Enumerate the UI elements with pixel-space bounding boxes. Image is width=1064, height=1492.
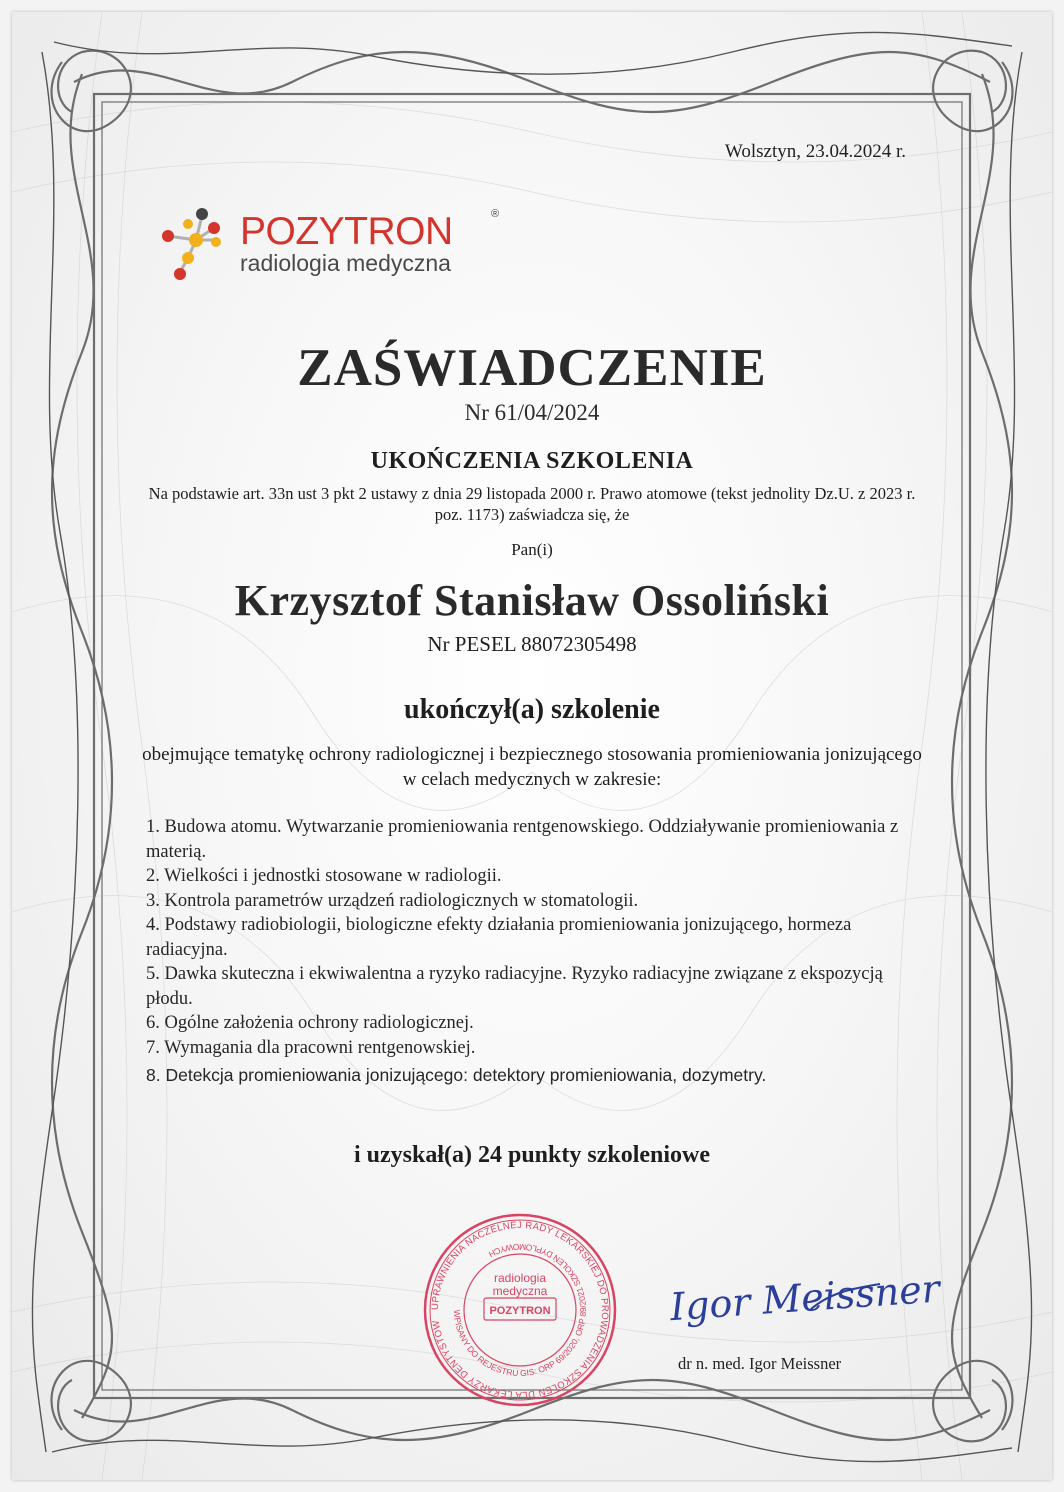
stamp-center-line2: medyczna <box>492 1284 548 1298</box>
topic-item: 4. Podstawy radiobiologii, biologiczne efekty działania promieniowania jonizującego, hormeza radiacyjna. <box>146 915 852 960</box>
completed-training: ukończył(a) szkolenie <box>404 694 660 725</box>
training-points: i uzyskał(a) 24 punkty szkoleniowe <box>353 1142 711 1168</box>
topic-item: 1. Budowa atomu. Wytwarzanie promieniowania rentgenowskiego. Oddziaływanie promieniowania z materią. <box>146 817 899 862</box>
certificate-title: ZAŚWIADCZENIE <box>297 339 767 397</box>
stamp-center-line1: radiologia <box>493 1271 547 1285</box>
topic-item: 3. Kontrola parametrów urządzeń radiologicznych w stomatologii. <box>146 890 639 911</box>
certificate-subtitle: UKOŃCZENIA SZKOLENIA <box>370 448 694 474</box>
official-stamp <box>420 1210 620 1410</box>
certificate-number: Nr 61/04/2024 <box>464 400 600 425</box>
pesel-number: Nr PESEL 88072305498 <box>427 632 637 656</box>
topic-item: 5. Dawka skuteczna i ekwiwalentna a ryzyko radiacyjne. Ryzyko radiacyjne związane z ekspozycją płodu. <box>146 964 883 1009</box>
handwritten-signature <box>660 1262 942 1332</box>
legal-basis: Na podstawie art. 33n ust 3 pkt 2 ustawy z dnia 29 listopada 2000 r. Prawo atomowe (tekst jednolity Dz.U. z 2023 r. poz. 1173) zaświadcza się, że <box>148 484 916 524</box>
topics-list <box>146 815 906 1088</box>
atom-molecule-icon <box>158 200 238 290</box>
registered-mark: ® <box>491 208 500 220</box>
signer-name: dr n. med. Igor Meissner <box>678 1354 842 1373</box>
stamp-center-brand: POZYTRON <box>489 1305 551 1317</box>
stamp-outer-text: UPRAWNIENIA NACZELNEJ RADY LEKARSKIEJ DO PROWADZENIA SZKOLEŃ DLA LEKARZY DENTYSTÓW <box>429 1219 611 1401</box>
topic-item: 7. Wymagania dla pracowni rentgenowskiej. <box>146 1037 476 1058</box>
logo-subtitle: radiologia medyczna <box>240 250 451 276</box>
person-name: Krzysztof Stanisław Ossoliński <box>234 576 830 625</box>
stamp-inner-text: WPISANY DO REJESTRU GIS: ORP 69/2020, ORP 89/2021 SZKOLEŃ DYPLOMOWYCH <box>451 1241 589 1379</box>
pozytron-logo <box>158 200 498 290</box>
topic-item: 2. Wielkości i jednostki stosowane w radiologii. <box>146 866 502 886</box>
signature-script: Igor Meissner <box>668 1266 942 1330</box>
topic-item: 8. Detekcja promieniowania jonizującego: detektory promieniowania, dozymetry. <box>146 1065 767 1085</box>
logo-brand: POZYTRON <box>240 210 453 253</box>
place-and-date: Wolsztyn, 23.04.2024 r. <box>724 141 906 162</box>
training-scope: obejmujące tematykę ochrony radiologicznej i bezpiecznego stosowania promieniowania jonizującego w celach medycznych w zakresie: <box>142 744 922 790</box>
salutation: Pan(i) <box>511 540 553 559</box>
topic-item: 6. Ogólne założenia ochrony radiologicznej. <box>146 1013 474 1033</box>
